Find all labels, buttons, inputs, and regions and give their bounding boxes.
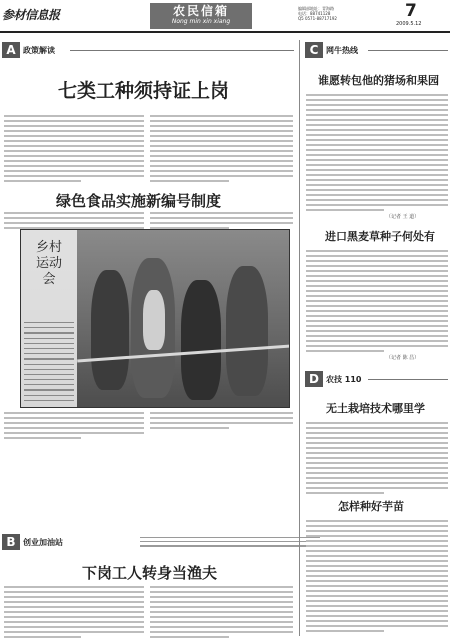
meta-line: 电话：88741128 [298,11,331,16]
ryegrass-byline: （记者 陈 昌） [386,355,420,361]
section-b-intro [140,537,320,550]
fisherman-body-right [150,586,293,640]
section-d-tag [305,371,361,387]
taro-body [306,520,448,635]
section-c-letter: C [305,42,323,58]
masthead [0,0,450,30]
section-d-rule [368,379,448,380]
section-c-label: 网牛热线 [326,45,358,55]
masthead-meta [298,6,337,21]
article-body-left [4,115,144,185]
photo-caption-text [24,322,74,405]
headline-taro-seedlings: 怎样种好芋苗 [338,500,404,513]
green-food-body-bottom [4,412,144,442]
fisherman-body-left [4,586,144,640]
section-c-rule [368,50,448,51]
section-d-label: 农技 110 [326,374,362,384]
section-b-letter: B [2,534,20,550]
photo-caption-panel [21,230,77,408]
headline-green-food: 绿色食品实施新编号制度 [56,192,222,210]
article-body-right [150,115,293,185]
newspaper-logo: 参材信息报 [2,8,60,22]
meta-line: 编辑部地址：青海路 [298,6,334,11]
village-sports-photo [20,229,290,408]
headline-ryegrass-seeds: 进口黑麦草种子何处有 [325,230,435,243]
headline-soilless-cultivation: 无土栽培技术哪里学 [326,402,425,415]
headline-laid-off-fisherman: 下岗工人转身当渔夫 [82,564,218,582]
section-a-tag [2,42,55,58]
page-title-pinyin: Nong min xin xiang [171,18,231,25]
meta-line: Q5 0571-88717192 [298,16,337,21]
column-divider [299,40,300,636]
green-food-body-bottom-right [150,412,293,432]
section-d-letter: D [305,371,323,387]
masthead-rule [0,31,450,33]
section-a-label: 政策解读 [23,45,55,55]
page-title: 农民信箱 [172,4,229,18]
page-number: 7 [405,1,417,21]
ryegrass-body [306,250,448,355]
section-a-letter: A [2,42,20,58]
page-title-band [150,3,252,29]
photo-caption-title: 乡村运动会 [35,240,62,287]
farm-transfer-byline: （记者 王 道） [386,214,420,220]
section-b-tag [2,534,63,550]
headline-seven-jobs: 七类工种须持证上岗 [58,80,230,102]
headline-farm-transfer: 谁愿转包他的猪场和果园 [318,74,439,87]
soilless-body [306,422,448,497]
farm-transfer-body [306,94,448,214]
section-c-tag [305,42,358,58]
issue-date: 2009.5.12 [396,21,422,27]
section-a-rule [70,50,294,51]
section-b-label: 创业加油站 [23,537,63,547]
